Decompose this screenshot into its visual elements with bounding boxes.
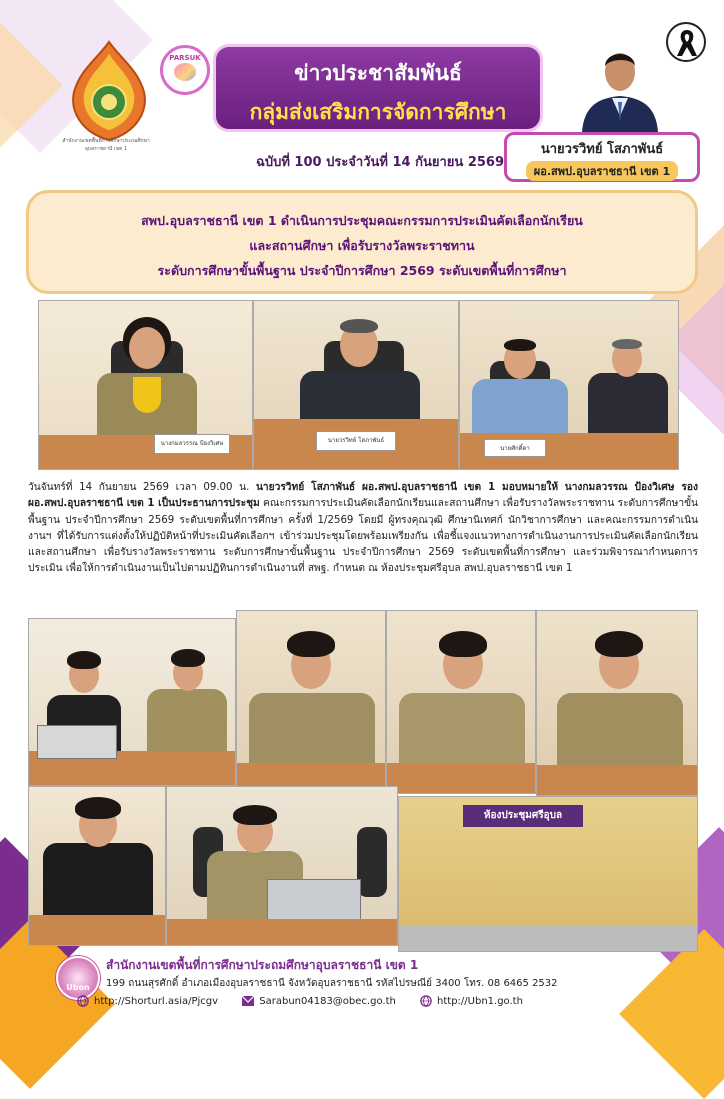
photo-group (398, 796, 698, 952)
nameplate: นางกมลวรรณ ป้องวิเศษ (154, 434, 230, 454)
parsuk-label: PARSUK (169, 54, 201, 62)
article-text: คณะกรรมการประเมินคัดเลือกนักเรียนและสถานศึกษา เพื่อรับรางวัลพระราชทาน ระดับการศึกษาขั้นพื้นฐาน ประจำปีการศึกษา 2569 ระดับเขตพื้นที่การศึกษา ครั้งที่ 1/2569 โดยมี ผู้ทรงคุณวุฒิ ศึกษานิเทศก์ นักวิชาการศึกษา และคณะกรรมการดำเนินงานฯ ที่ได้รับการแต่งตั้งให้ปฏิบัติหน้าที่ประเมินคัดเลือกฯ เข้าร่วมประชุมโดยพร้อมเพรียงกัน เพื่อชี้แจงแนวทางการดำเนินงานการประเมินคัดเลือกนักเรียนและสถานศึกษา เพื่อรับรางวัลพระราชทาน ระดับการศึกษาขั้นพื้นฐาน ประจำปีการศึกษา 2569 ระดับเขตพื้นที่การศึกษา และร่วมพิจารณากำหนดการประเมิน เพื่อให้การดำเนินงานเป็นไปตามปฏิทินการดำเนินงานที่ สพฐ. กำหนด ณ ห้องประชุมศรีอุบล สพป.อุบลราชธานี เขต 1 (28, 498, 698, 575)
website-link[interactable] (419, 995, 523, 1007)
obec-caption: สำนักงานเขตพื้นที่การศึกษาประถมศึกษาอุบลราชธานี เขต 1 (62, 138, 150, 152)
director-name: นายวรวิทย์ โสภาพันธ์ (540, 142, 664, 157)
title-line-2: กลุ่มส่งเสริมการจัดการศึกษา (249, 100, 507, 124)
article-lead: วันจันทร์ที่ 14 กันยายน 2569 เวลา 09.00 น. (28, 482, 250, 493)
article-bold-2: นางกมลวรรณ ป้องวิเศษ รอง ผอ.สพป.อุบลราชธานี เขต 1 เป็นประธานการประชุม (28, 482, 698, 510)
photo-director-meeting (253, 300, 459, 470)
nameplate: นายวรวิทย์ โสภาพันธ์ (316, 431, 396, 451)
footer-links (76, 995, 543, 1007)
article-body (28, 480, 698, 578)
globe-icon (419, 995, 433, 1007)
mourning-ribbon-icon (666, 22, 706, 62)
mail-icon (241, 995, 255, 1007)
photo-participant (28, 786, 166, 946)
issue-date: ฉบับที่ 100 ประจำวันที่ 14 กันยายน 2569 (255, 155, 505, 170)
article-bold-1: นายวรวิทย์ โสภาพันธ์ ผอ.สพป.อุบลราชธานี เขต 1 มอบหมายให้ (255, 482, 559, 493)
ubon-logo (56, 956, 100, 1000)
director-photo (574, 36, 666, 132)
headline-line-1: สพป.อุบลราชธานี เขต 1 ดำเนินการประชุมคณะกรรมการประเมินคัดเลือกนักเรียน (141, 213, 583, 228)
shorturl-link[interactable] (76, 995, 218, 1007)
website-text: http://Ubn1.go.th (437, 996, 523, 1007)
globe-icon (76, 995, 90, 1007)
title-line-1: ข่าวประชาสัมพันธ์ (294, 61, 462, 85)
director-position: ผอ.สพป.อุบลราชธานี เขต 1 (526, 161, 678, 181)
headline-box (26, 190, 698, 294)
photo-presenter (166, 786, 398, 946)
photo-official-1 (236, 610, 386, 794)
photo-meeting-women (28, 618, 236, 786)
photo-chair-woman (38, 300, 253, 470)
director-name-card (504, 132, 700, 182)
parsuk-logo (160, 45, 210, 95)
photo-committee-men (459, 300, 679, 470)
photo-official-3 (536, 610, 698, 796)
photo-official-2 (386, 610, 536, 794)
email-link[interactable] (241, 995, 396, 1007)
headline-line-3: ระดับการศึกษาขั้นพื้นฐาน ประจำปีการศึกษา 2569 ระดับเขตพื้นที่การศึกษา (157, 263, 567, 278)
title-banner (213, 44, 543, 132)
headline-line-2: และสถานศึกษา เพื่อรับรางวัลพระราชทาน (249, 238, 475, 253)
email-text: Sarabun04183@obec.go.th (259, 996, 396, 1007)
footer-address: 199 ถนนสุรศักดิ์ อำเภอเมืองอุบลราชธานี จังหวัดอุบลราชธานี รหัสไปรษณีย์ 3400 โทร. 08 6465 2532 (106, 978, 558, 989)
shorturl-text: http://Shorturl.asia/Pjcgv (94, 996, 219, 1007)
obec-logo (66, 40, 152, 144)
footer-org-name: สำนักงานเขตพื้นที่การศึกษาประถมศึกษาอุบลราชธานี เขต 1 (106, 958, 419, 972)
parsuk-emblem-icon (174, 63, 196, 81)
ubon-logo-label: Ubon (66, 983, 90, 992)
room-sign: ห้องประชุมศรีอุบล (463, 805, 583, 827)
nameplate: นายศักดิ์ดา (484, 439, 546, 457)
